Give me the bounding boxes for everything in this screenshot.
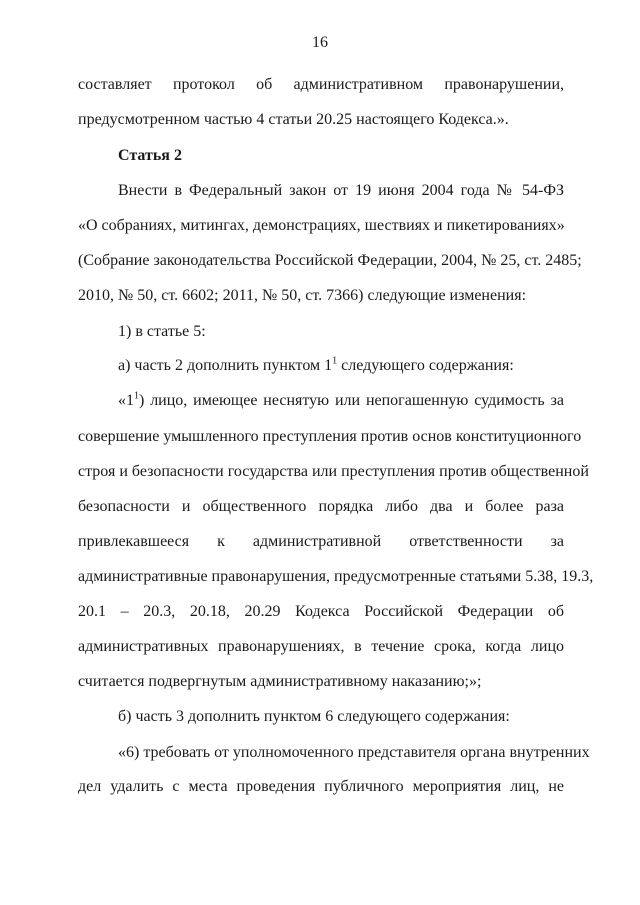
article-heading: Статья 2: [118, 147, 182, 164]
text-line: составляет протокол об административном правонарушении,: [78, 76, 564, 93]
text-line: предусмотренном частью 4 статьи 20.25 настоящего Кодекса.».: [78, 111, 509, 128]
text-line: административных правонарушениях, в течение срока, когда лицо: [78, 638, 564, 655]
text-line: 20.1 – 20.3, 20.18, 20.29 Кодекса Российской Федерации об: [78, 603, 564, 620]
text-line: считается подвергнутым административному наказанию;»;: [78, 673, 482, 690]
text-fragment: ) лицо, имеющее неснятую или непогашенную судимость за: [139, 392, 564, 409]
superscript: 1: [134, 390, 139, 402]
text-line: совершение умышленного преступления против основ конституционного: [78, 428, 582, 445]
text-line: «О собраниях, митингах, демонстрациях, шествиях и пикетированиях»: [78, 217, 565, 234]
text-fragment: а) часть 2 дополнить пунктом 1: [118, 357, 333, 374]
text-line: 2010, № 50, ст. 6602; 2011, № 50, ст. 7366) следующие изменения:: [78, 287, 527, 304]
superscript: 1: [332, 355, 338, 367]
page-number: 16: [312, 34, 328, 51]
text-line: [118, 391, 564, 411]
text-line: административные правонарушения, предусмотренные статьями 5.38, 19.3,: [78, 568, 594, 585]
text-line: [118, 356, 514, 376]
text-line: «6) требовать от уполномоченного представителя органа внутренних: [118, 744, 590, 761]
text-fragment: «1: [118, 392, 134, 409]
text-line: привлекавшееся к административной ответственности за: [78, 533, 564, 550]
text-line: строя и безопасности государства или преступления против общественной: [78, 463, 589, 480]
text-line: б) часть 3 дополнить пунктом 6 следующего содержания:: [118, 708, 510, 725]
text-line: безопасности и общественного порядка либо два и более раза: [78, 498, 564, 515]
text-line: (Собрание законодательства Российской Федерации, 2004, № 25, ст. 2485;: [78, 252, 582, 269]
text-line: Внести в Федеральный закон от 19 июня 2004 года № 54-ФЗ: [118, 182, 564, 199]
text-line: 1) в статье 5:: [118, 323, 206, 340]
text-line: дел удалить с места проведения публичного мероприятия лиц, не: [78, 778, 564, 795]
text-fragment: следующего содержания:: [337, 357, 514, 374]
